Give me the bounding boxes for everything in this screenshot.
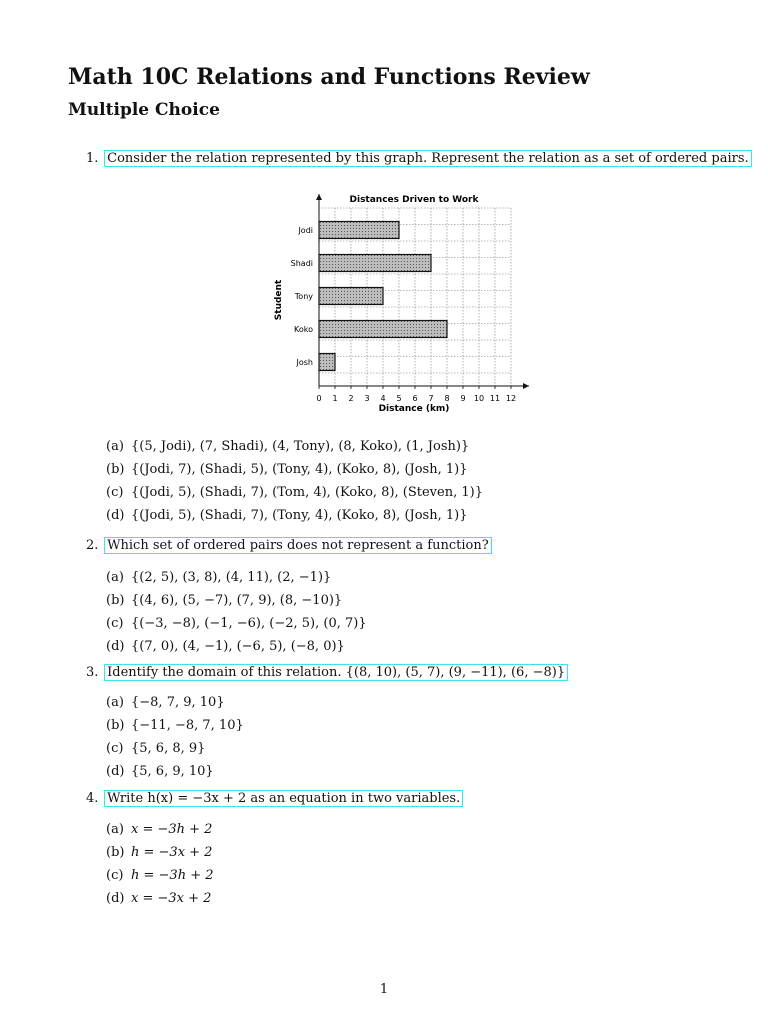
option-1b[interactable]	[106, 458, 483, 481]
option-text: {−11, −8, 7, 10}	[131, 718, 244, 733]
option-2d[interactable]	[106, 635, 367, 658]
category-label-jodi: Jodi	[298, 226, 313, 235]
option-label: (d)	[106, 508, 125, 523]
chart-tick-labels	[316, 386, 516, 403]
options-q1	[106, 435, 483, 527]
bar-josh	[319, 354, 335, 371]
option-label: (a)	[106, 570, 124, 585]
option-4d[interactable]	[106, 887, 214, 910]
x-tick-label: 3	[364, 394, 370, 403]
options-q4	[106, 818, 214, 910]
option-label: (b)	[106, 462, 125, 477]
option-label: (c)	[106, 868, 124, 883]
option-text: {(−3, −8), (−1, −6), (−2, 5), (0, 7)}	[131, 616, 367, 631]
question-3	[86, 665, 568, 680]
option-3d[interactable]	[106, 760, 244, 783]
x-tick-label: 7	[428, 394, 434, 403]
option-3b[interactable]	[106, 714, 244, 737]
x-tick-label: 9	[460, 394, 466, 403]
chart-title: Distances Driven to Work	[349, 195, 479, 205]
option-label: (a)	[106, 695, 124, 710]
x-tick-label: 0	[316, 394, 322, 403]
x-tick-label: 2	[348, 394, 354, 403]
option-4b[interactable]	[106, 841, 214, 864]
option-text: h = −3h + 2	[131, 868, 214, 883]
question-number: 3.	[86, 665, 99, 680]
option-label: (a)	[106, 439, 124, 454]
option-label: (b)	[106, 845, 125, 860]
option-1a[interactable]	[106, 435, 483, 458]
option-text: x = −3h + 2	[131, 822, 213, 837]
option-text: {(4, 6), (5, −7), (7, 9), (8, −10)}	[131, 593, 343, 608]
question-1	[86, 151, 752, 166]
option-2c[interactable]	[106, 612, 367, 635]
option-label: (c)	[106, 616, 124, 631]
section-heading: Multiple Choice	[68, 100, 220, 120]
option-text: {(7, 0), (4, −1), (−6, 5), (−8, 0)}	[131, 639, 345, 654]
y-axis-arrow	[316, 194, 322, 200]
page-number: 1	[379, 982, 389, 997]
option-4a[interactable]	[106, 818, 214, 841]
question-text[interactable]: Identify the domain of this relation. {(8, 10), (5, 7), (9, −11), (6, −8)}	[104, 664, 568, 681]
bar-chart	[266, 186, 546, 418]
x-tick-label: 11	[489, 394, 501, 403]
x-tick-label: 10	[473, 394, 485, 403]
x-axis-label: Distance (km)	[378, 404, 450, 414]
x-axis-arrow	[523, 383, 529, 389]
category-label-josh: Josh	[296, 358, 313, 367]
question-text[interactable]: Which set of ordered pairs does not represent a function?	[104, 537, 492, 554]
options-q2	[106, 566, 367, 658]
question-text[interactable]: Consider the relation represented by this graph. Represent the relation as a set of ordered pairs.	[104, 150, 752, 167]
chart-bars	[319, 222, 447, 371]
category-label-tony: Tony	[294, 292, 313, 301]
option-label: (d)	[106, 891, 125, 906]
x-tick-label: 4	[380, 394, 386, 403]
option-text: {(2, 5), (3, 8), (4, 11), (2, −1)}	[131, 570, 332, 585]
option-label: (a)	[106, 822, 124, 837]
page-title: Math 10C Relations and Functions Review	[68, 64, 590, 90]
option-label: (c)	[106, 741, 124, 756]
x-tick-label: 6	[412, 394, 418, 403]
option-2b[interactable]	[106, 589, 367, 612]
bar-shadi	[319, 255, 431, 272]
option-text: {(5, Jodi), (7, Shadi), (4, Tony), (8, Koko), (1, Josh)}	[131, 439, 470, 454]
question-text[interactable]: Write h(x) = −3x + 2 as an equation in two variables.	[104, 790, 463, 807]
question-4	[86, 791, 463, 806]
option-text: {5, 6, 8, 9}	[131, 741, 206, 756]
option-label: (d)	[106, 764, 125, 779]
option-text: {(Jodi, 5), (Shadi, 7), (Tom, 4), (Koko, 8), (Steven, 1)}	[131, 485, 483, 500]
option-text: {(Jodi, 5), (Shadi, 7), (Tony, 4), (Koko, 8), (Josh, 1)}	[131, 508, 468, 523]
option-text: {−8, 7, 9, 10}	[131, 695, 225, 710]
y-axis-label: Student	[274, 279, 284, 321]
option-text: h = −3x + 2	[131, 845, 213, 860]
option-text: x = −3x + 2	[131, 891, 212, 906]
category-label-shadi: Shadi	[290, 259, 313, 268]
option-1c[interactable]	[106, 481, 483, 504]
option-4c[interactable]	[106, 864, 214, 887]
option-text: {5, 6, 9, 10}	[131, 764, 214, 779]
question-number: 1.	[86, 151, 99, 166]
x-tick-label: 1	[332, 394, 338, 403]
question-number: 4.	[86, 791, 99, 806]
bar-tony	[319, 288, 383, 305]
category-label-koko: Koko	[294, 325, 313, 334]
option-2a[interactable]	[106, 566, 367, 589]
bar-jodi	[319, 222, 399, 239]
bar-koko	[319, 321, 447, 338]
option-label: (c)	[106, 485, 124, 500]
chart-category-labels	[291, 226, 314, 367]
option-3a[interactable]	[106, 691, 244, 714]
options-q3	[106, 691, 244, 783]
option-3c[interactable]	[106, 737, 244, 760]
question-2	[86, 538, 492, 553]
x-tick-label: 8	[444, 394, 450, 403]
option-label: (b)	[106, 593, 125, 608]
option-label: (d)	[106, 639, 125, 654]
question-number: 2.	[86, 538, 99, 553]
option-label: (b)	[106, 718, 125, 733]
x-tick-label: 5	[396, 394, 402, 403]
option-text: {(Jodi, 7), (Shadi, 5), (Tony, 4), (Koko, 8), (Josh, 1)}	[131, 462, 468, 477]
x-tick-label: 12	[505, 394, 517, 403]
option-1d[interactable]	[106, 504, 483, 527]
